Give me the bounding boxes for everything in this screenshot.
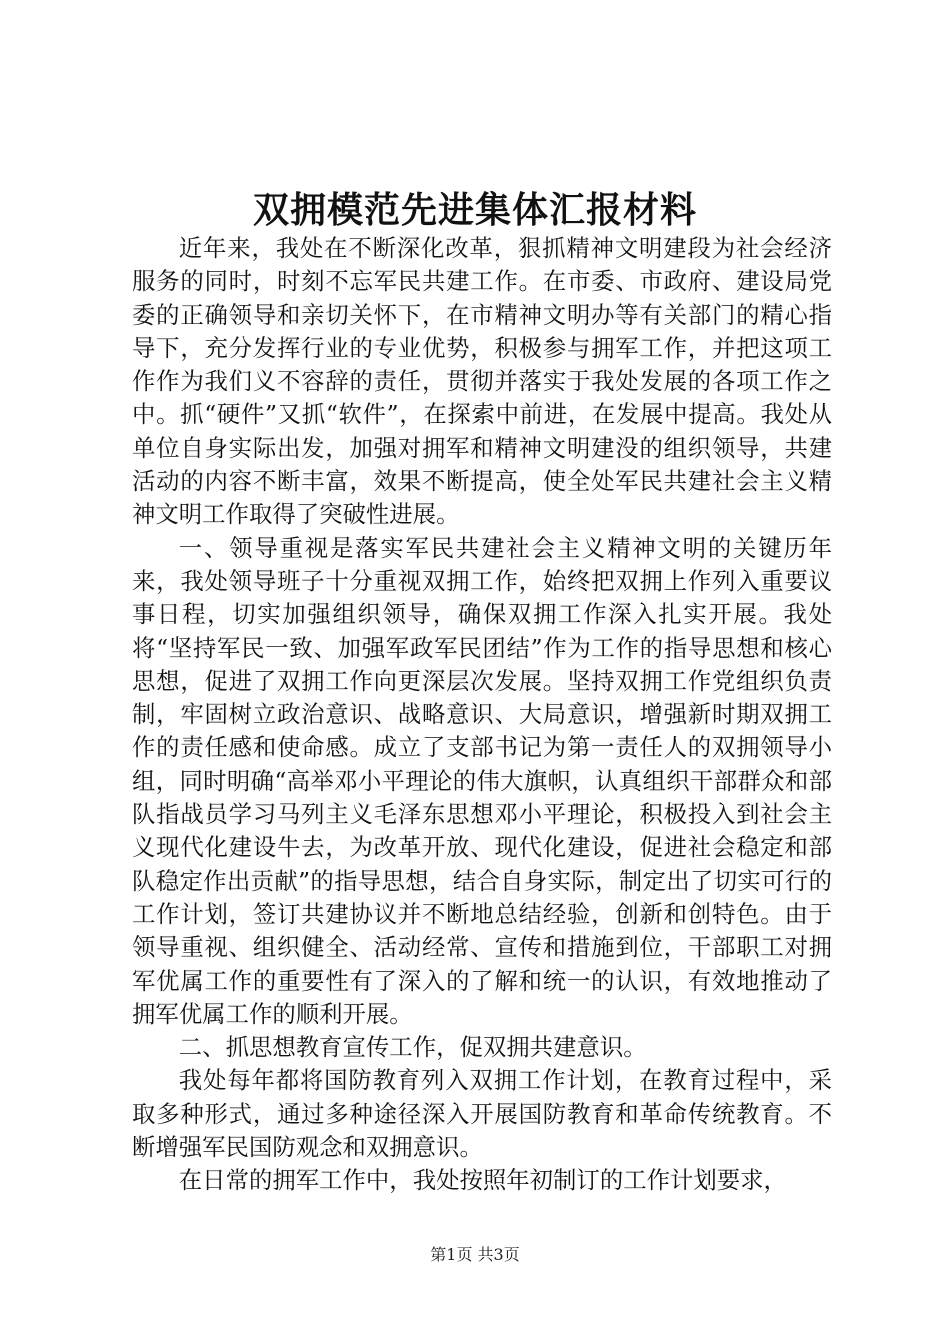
page-footer: 第1页 共3页: [430, 1245, 520, 1264]
paragraph-section-2-heading: 二、抓思想教育宣传工作，促双拥共建意识。: [178, 1033, 647, 1062]
paragraph-section-2-body: 我处每年都将国防教育列入双拥工作计划，在教育过程中，采取多种形式，通过多种途径深入开展国防教育和革命传统教育。不断增强军民国防观念和双拥意识。: [132, 1066, 832, 1162]
document-title: 双拥模范先进集体汇报材料: [252, 189, 697, 231]
paragraph-section-1: 一、领导重视是落实军民共建社会主义精神文明的关键历年来，我处领导班子十分重视双拥工作，始终把双拥上作列入重要议事日程，切实加强组织领导，确保双拥工作深入扎实开展。我处将“坚持军民一致、加强军政军民团结”作为工作的指导思想和核心思想，促进了双拥工作向更深层次发展。坚持双拥工作党组织负责制，牢固树立政治意识、战略意识、大局意识，增强新时期双拥工作的责任感和使命感。成立了支部书记为第一责任人的双拥领导小组，同时明确“高举邓小平理论的伟大旗帜，认真组织干部群众和部队指战员学习马列主义毛泽东思想邓小平理论，积极投入到社会主义现代化建设牛去，为改革开放、现代化建设，促进社会稳定和部队稳定作出贡献”的指导思想，结合自身实际，制定出了切实可行的工作计划，签订共建协议并不断地总结经验，创新和创特色。由于领导重视、组织健全、活动经常、宣传和措施到位，干部职工对拥军优属工作的重要性有了深入的了解和统一的认识，有效地推动了拥军优属工作的顺利开展。: [132, 533, 832, 1028]
paragraph-intro: 近年来，我处在不断深化改革，狠抓精神文明建段为社会经济服务的同时，时刻不忘军民共建工作。在市委、市政府、建设局党委的正确领导和亲切关怀下，在市精神文明办等有关部门的精心指导下，充分发挥行业的专业优势，积极参与拥军工作，并把这项工作作为我们义不容辞的责任，贯彻并落实于我处发展的各项工作之中。抓“硬件”又抓“软件”，在探索中前进，在发展中提高。我处从单位自身实际出发，加强对拥军和精神文明建没的组织领导，共建活动的内容不断丰富，效果不断提高，使全处军民共建社会主义精神文明工作取得了突破性进展。: [132, 234, 832, 529]
document-body: [132, 232, 832, 1198]
paragraph-continued: 在日常的拥军工作中，我处按照年初制订的工作计划要求，: [178, 1166, 787, 1195]
